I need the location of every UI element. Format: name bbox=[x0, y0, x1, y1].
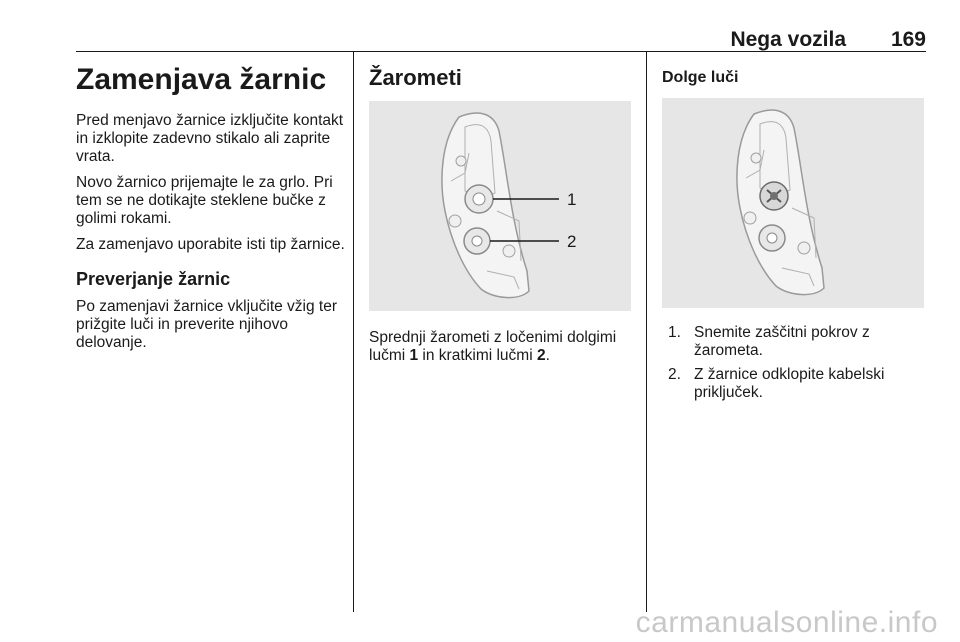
paragraph-2: Novo žarnico prijemajte le za grlo. Pri tem se ne dotikajte steklene bučke z golimi rokami. bbox=[76, 174, 333, 227]
callout-2: 2 bbox=[567, 232, 577, 251]
high-beam-illustration bbox=[662, 98, 926, 308]
section-heading-high-beam: Dolge luči bbox=[662, 69, 739, 86]
header-rule bbox=[76, 51, 926, 52]
step-number: 2. bbox=[668, 366, 681, 383]
column-2 bbox=[369, 60, 631, 373]
section-heading-headlights: Žarometi bbox=[369, 65, 462, 90]
column-3 bbox=[662, 60, 926, 408]
page-header bbox=[76, 28, 926, 50]
step-text: Z žarnice odklopite kabelski priključek. bbox=[694, 366, 885, 401]
column-1 bbox=[76, 60, 346, 360]
high-beam-figure bbox=[662, 98, 924, 308]
caption-text: . bbox=[545, 347, 550, 364]
paragraph-4: Po zamenjavi žarnice vključite vžig ter prižgite luči in preverite njihovo delovanje. bbox=[76, 298, 338, 351]
list-item bbox=[662, 366, 926, 402]
callout-1: 1 bbox=[567, 190, 577, 209]
step-number: 1. bbox=[668, 324, 681, 341]
caption-text: Sprednji žarometi z ločenimi dolgimi lučmi bbox=[369, 329, 617, 364]
page-title: Zamenjava žarnic bbox=[76, 63, 327, 96]
page-number: 169 bbox=[890, 28, 926, 51]
list-item bbox=[662, 324, 926, 360]
watermark: carmanualsonline.info bbox=[635, 606, 938, 639]
column-divider-1 bbox=[353, 52, 354, 612]
caption-text: in kratkimi lučmi bbox=[418, 347, 537, 364]
section-heading: Preverjanje žarnic bbox=[76, 269, 231, 289]
paragraph-1: Pred menjavo žarnice izključite kontakt in izklopite zadevno stikalo ali zaprite vrata. bbox=[76, 112, 344, 165]
headlight-illustration bbox=[369, 101, 631, 311]
step-text: Snemite zaščitni pokrov z žarometa. bbox=[694, 324, 870, 359]
caption-number-2: 2 bbox=[536, 347, 546, 364]
section-name: Nega vozila bbox=[730, 28, 846, 51]
headlight-figure bbox=[369, 101, 631, 311]
step-list bbox=[662, 324, 926, 402]
figure-caption bbox=[369, 329, 631, 365]
column-divider-2 bbox=[646, 52, 647, 612]
caption-number-1: 1 bbox=[409, 347, 419, 364]
paragraph-3: Za zamenjavo uporabite isti tip žarnice. bbox=[76, 236, 345, 253]
